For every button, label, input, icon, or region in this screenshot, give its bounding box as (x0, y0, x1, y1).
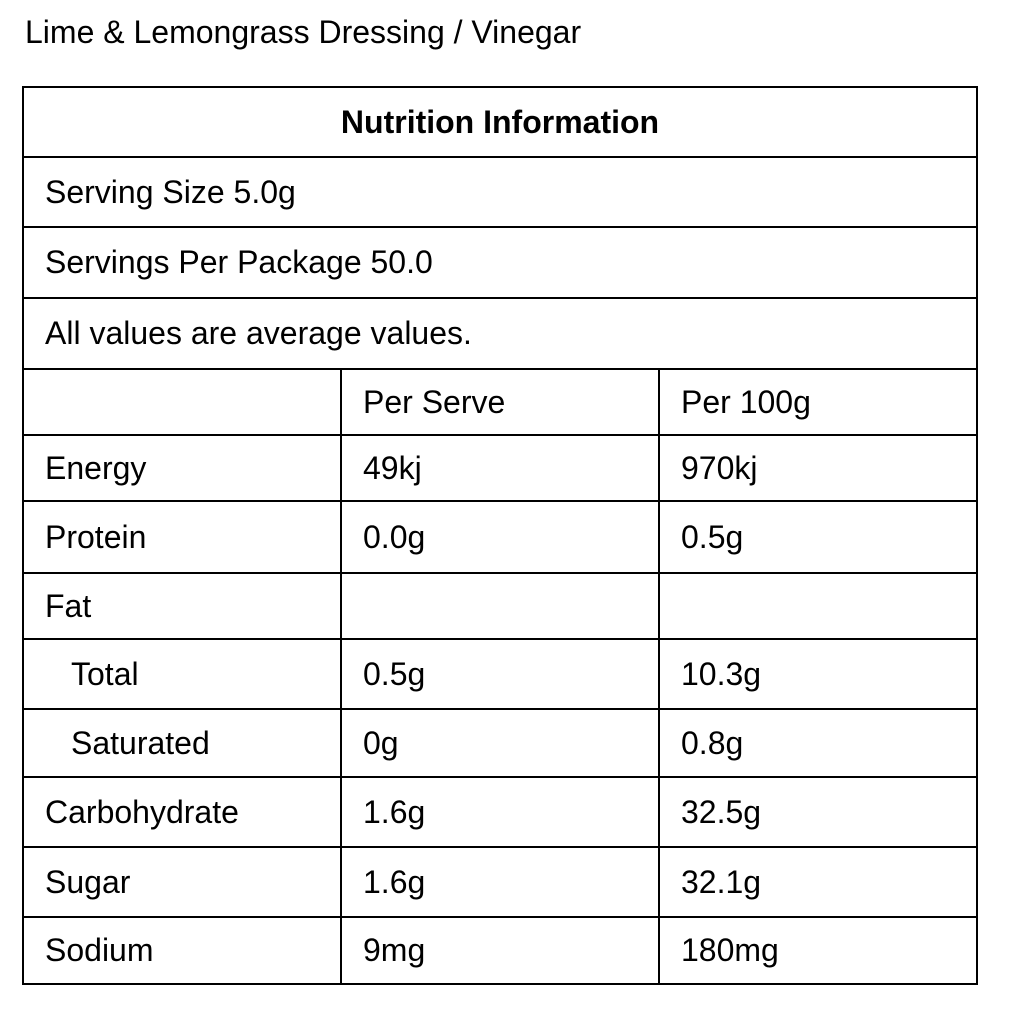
nutrient-label: Carbohydrate (23, 777, 341, 847)
per-serve-value: 9mg (341, 917, 659, 984)
table-row (23, 639, 977, 709)
per-100g-value: 10.3g (659, 639, 977, 709)
per-100g-value: 0.5g (659, 501, 977, 573)
serving-size: Serving Size 5.0g (23, 157, 977, 227)
nutrient-label: Fat (23, 573, 341, 639)
table-row (23, 709, 977, 777)
nutrient-sublabel: Total (23, 639, 341, 709)
nutrition-table (22, 86, 978, 985)
servings-per-package-row (23, 227, 977, 298)
nutrition-heading: Nutrition Information (23, 87, 977, 157)
table-row (23, 917, 977, 984)
table-row (23, 847, 977, 917)
nutrient-label: Sugar (23, 847, 341, 917)
per-serve-value: 1.6g (341, 847, 659, 917)
per-serve-value: 0.0g (341, 501, 659, 573)
product-title: Lime & Lemongrass Dressing / Vinegar (25, 14, 582, 50)
per-serve-value: 0.5g (341, 639, 659, 709)
table-row (23, 435, 977, 501)
note-row (23, 298, 977, 369)
per-100g-value: 32.5g (659, 777, 977, 847)
per-100g-value: 180mg (659, 917, 977, 984)
serving-size-row (23, 157, 977, 227)
per-100g-value: 32.1g (659, 847, 977, 917)
per-serve-value (341, 573, 659, 639)
nutrient-label: Sodium (23, 917, 341, 984)
per-serve-value: 49kj (341, 435, 659, 501)
table-row (23, 501, 977, 573)
per-serve-value: 1.6g (341, 777, 659, 847)
column-header-per-serve: Per Serve (341, 369, 659, 435)
average-values-note: All values are average values. (23, 298, 977, 369)
per-serve-value: 0g (341, 709, 659, 777)
nutrient-label: Energy (23, 435, 341, 501)
servings-per-package: Servings Per Package 50.0 (23, 227, 977, 298)
table-row (23, 573, 977, 639)
heading-row (23, 87, 977, 157)
column-header-per-100g: Per 100g (659, 369, 977, 435)
per-100g-value: 0.8g (659, 709, 977, 777)
column-header-row (23, 369, 977, 435)
nutrient-label: Protein (23, 501, 341, 573)
column-header-blank (23, 369, 341, 435)
nutrient-sublabel: Saturated (23, 709, 341, 777)
per-100g-value: 970kj (659, 435, 977, 501)
table-row (23, 777, 977, 847)
per-100g-value (659, 573, 977, 639)
